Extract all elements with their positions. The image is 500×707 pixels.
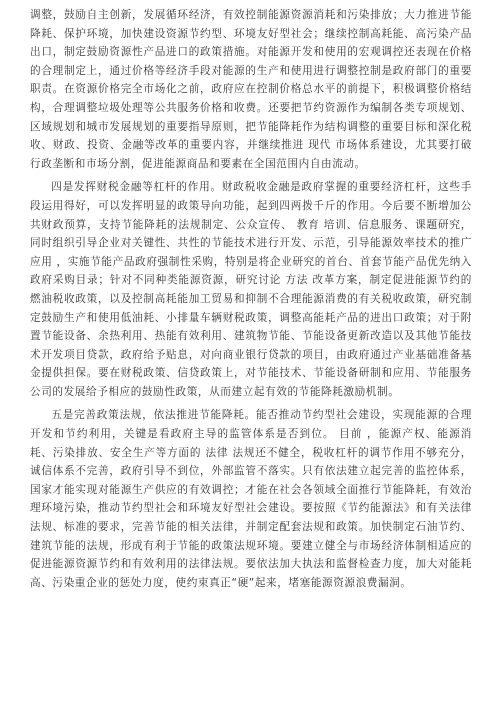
paragraph-3: 五是完善政策法规，依法推进节能降耗。能否推动节约型社会建设，实现能源的合理开发和节约利用，关键是看政府主导的监管体系是否到位。 目前 ，能源产权、能源消耗、污染排放、安全生产等方面的 法律 法规还不健全，税收杠杆的调节作用不够充分，诚信体系不完善，政府引导不到位，外部监管不落实。只有依法建立起完善的监控体系，国家才能实现对能源生产供应的有效调控；才能在社会各领域全面推行节能降耗，有效治理环境污染，推动节约型社会和环境友好型社会建设。要按照《节约能源法》和有关法律法规、标准的要求，完善节能的相关法律，并制定配套法规和政策。加快制定石油节约、建筑节能的法规，形成有利于节能的政策法规环境。要建立健全与市场经济体制相适应的促进能源资源节约和有效利用的法律法规。要依法加大执法和监督检查力度，加大对能耗高、污染重企业的惩处力度，使约束真正“硬”起来，堵塞能源资源浪费漏洞。 — [30, 409, 472, 589]
paragraph-2: 四是发挥财税金融等杠杆的作用。财政税收金融是政府掌握的重要经济杠杆，这些手段运用得好，可以发挥明显的政策导向功能，起到四两拨千斤的作用。今后要不断增加公共财政预算，支持节能降耗的法规制定、公众宣传、 教育 培训、信息服务、课题研究，同时组织引导企业对关键性、共性的节能技术进行开发、示范，引导能源效率技术的推广 应用 ，实施节能产品政府强制性采购，特别是将企业研究的首台、首套节能产品优先纳入政府采购目录；针对不同种类能源资源，研究讨论 方法 改革方案，制定促进能源节约的燃油税收政策，以及控制高耗能加工贸易和抑制不合理能源消费的有关税收政策，研究制定鼓励生产和使用低油耗、小排量车辆财税政策，调整高能耗产品的进出口政策；对于附置节能设备、余热利用、热能有效利用、建筑物节能、节能设备更新改造以及其他节能技术开发项目贷款，政府给予贴息，对向商业银行贷款的项目，由政府通过产业基础准备基金提供担保。要在财税政策、信贷政策上，对节能技术、节能设备研制和应用、节能服务公司的发展给予相应的鼓励性政策，从而建立起有效的节能降耗激励机制。 — [30, 181, 472, 398]
paragraph-1: 调整，鼓励自主创新，发展循环经济，有效控制能源资源消耗和污染排放；大力推进节能降耗、保护环境，加快建设资源节约型、环境友好型社会；继续控制高耗能、高污染产品出口，制定鼓励资源性产品进口的政策措施。对能源开发和使用的宏观调控还表现在价格的合理制定上，通过价格等经济手段对能源的生产和使用进行调整控制是政府部门的重要职责。在资源价格完全市场化之前，政府应在控制价格总水平的前提下，积极调整价格结构，合理调整垃圾处理等公共服务价格和收费。还要把节约资源作为编制各类专项规划、区域规划和城市发展规划的重要指导原则，把节能降耗作为结构调整的重要目标和深化税收、财政、投资、金融等改革的重要内容，并继续推进 现代 市场体系建设，尤其要打破行政垄断和市场分割，促进能源商品和要素在全国范围内自由流动。 — [30, 9, 472, 170]
